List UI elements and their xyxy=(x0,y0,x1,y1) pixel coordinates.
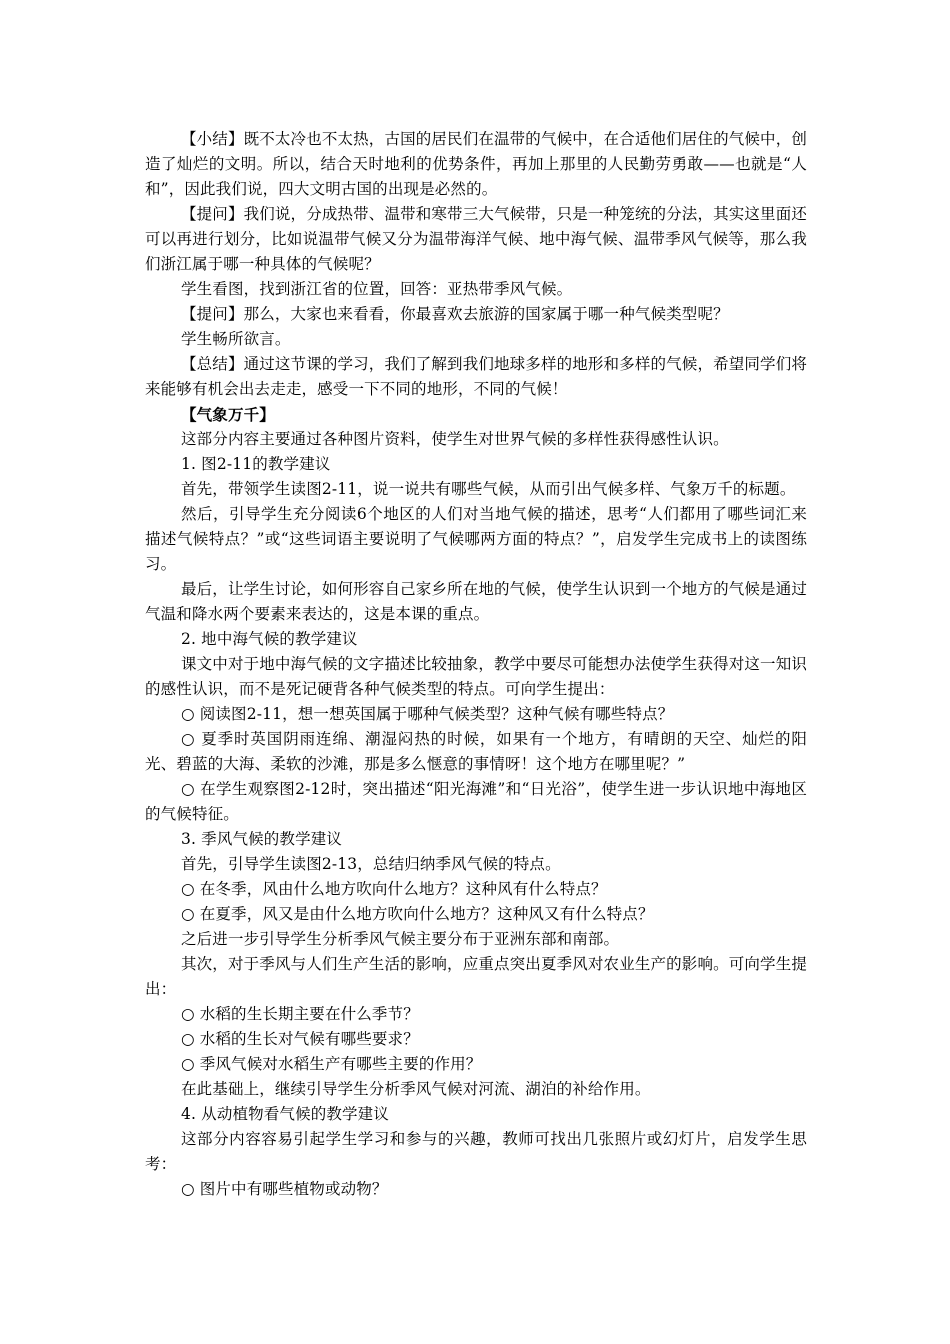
subheading-1: 1. 图2-11的教学建议 xyxy=(181,455,331,473)
subheading-2: 2. 地中海气候的教学建议 xyxy=(181,630,358,648)
bullet-item: ○ 阅读图2-11，想一想英国属于哪种气候类型？这种气候有哪些特点？ xyxy=(181,705,674,723)
paragraph-then: 然后，引导学生充分阅读6个地区的人们对当地气候的描述，思考“人们都用了哪些词汇来描述气候特点？”或“这些词语主要说明了气候哪两方面的特点？”，启发学生完成书上的读图练习。 xyxy=(145,505,807,573)
bullet-item: ○ 水稻的生长期主要在什么季节？ xyxy=(181,1005,419,1023)
paragraph-animals-plants: 这部分内容容易引起学生学习和参与的兴趣，教师可找出几张照片或幻灯片，启发学生思考： xyxy=(145,1130,807,1173)
bullet-item: ○ 季风气候对水稻生产有哪些主要的作用？ xyxy=(181,1055,482,1073)
paragraph-section-intro: 这部分内容主要通过各种图片资料，使学生对世界气候的多样性获得感性认识。 xyxy=(181,430,729,448)
bullet-item: ○ 夏季时英国阴雨连绵、潮湿闷热的时候，如果有一个地方，有晴朗的天空、灿烂的阳光、碧蓝的大海、柔软的沙滩，那是多么惬意的事情呀！这个地方在哪里呢？” xyxy=(145,730,807,773)
paragraph-monsoon-distribution: 之后进一步引导学生分析季风气候主要分布于亚洲东部和南部。 xyxy=(181,930,620,948)
paragraph-question-travel: 【提问】那么，大家也来看看，你最喜欢去旅游的国家属于哪一种气候类型呢？ xyxy=(181,305,729,323)
paragraph-finally: 最后，让学生讨论，如何形容自己家乡所在地的气候，使学生认识到一个地方的气候是通过气温和降水两个要素来表达的，这是本课的重点。 xyxy=(145,580,808,623)
bullet-item: ○ 在冬季，风由什么地方吹向什么地方？这种风有什么特点？ xyxy=(181,880,607,898)
document-page xyxy=(145,127,807,1202)
paragraph-monsoon-first: 首先，引导学生读图2-13，总结归纳季风气候的特点。 xyxy=(181,855,561,873)
paragraph-student-answer: 学生看图，找到浙江省的位置，回答：亚热带季风气候。 xyxy=(181,280,573,298)
paragraph-student-discussion: 学生畅所欲言。 xyxy=(181,330,291,348)
subheading-3: 3. 季风气候的教学建议 xyxy=(181,830,343,848)
paragraph-mediterranean: 课文中对于地中海气候的文字描述比较抽象，教学中要尽可能想办法使学生获得对这一知识的感性认识，而不是死记硬背各种气候类型的特点。可向学生提出： xyxy=(145,655,808,698)
paragraph-summary: 【小结】既不太冷也不太热，古国的居民们在温带的气候中，在合适他们居住的气候中，创造了灿烂的文明。所以，结合天时地利的优势条件，再加上那里的人民勤劳勇敢——也就是“人和”，因此我们说，四大文明古国的出现是必然的。 xyxy=(145,130,808,198)
paragraph-first: 首先，带领学生读图2-11，说一说共有哪些气候，从而引出气候多样、气象万千的标题。 xyxy=(181,480,796,498)
paragraph-question-climate-subtypes: 【提问】我们说，分成热带、温带和寒带三大气候带，只是一种笼统的分法，其实这里面还可以再进行划分，比如说温带气候又分为温带海洋气候、地中海气候、温带季风气候等，那么我们浙江属于哪一种具体的气候呢？ xyxy=(145,205,808,273)
bullet-item: ○ 水稻的生长对气候有哪些要求？ xyxy=(181,1030,419,1048)
paragraph-rivers-lakes: 在此基础上，继续引导学生分析季风气候对河流、湖泊的补给作用。 xyxy=(181,1080,651,1098)
section-heading: 【气象万千】 xyxy=(181,405,275,424)
bullet-item: ○ 图片中有哪些植物或动物？ xyxy=(181,1180,388,1198)
bullet-item: ○ 在学生观察图2-12时，突出描述“阳光海滩”和“日光浴”，使学生进一步认识地中海地区的气候特征。 xyxy=(145,780,807,823)
bullet-item: ○ 在夏季，风又是由什么地方吹向什么地方？这种风又有什么特点？ xyxy=(181,905,654,923)
paragraph-conclusion: 【总结】通过这节课的学习，我们了解到我们地球多样的地形和多样的气候，希望同学们将来能够有机会出去走走，感受一下不同的地形，不同的气候！ xyxy=(145,355,808,398)
subheading-4: 4. 从动植物看气候的教学建议 xyxy=(181,1105,389,1123)
paragraph-monsoon-second: 其次，对于季风与人们生产生活的影响，应重点突出夏季风对农业生产的影响。可向学生提出： xyxy=(145,955,808,998)
